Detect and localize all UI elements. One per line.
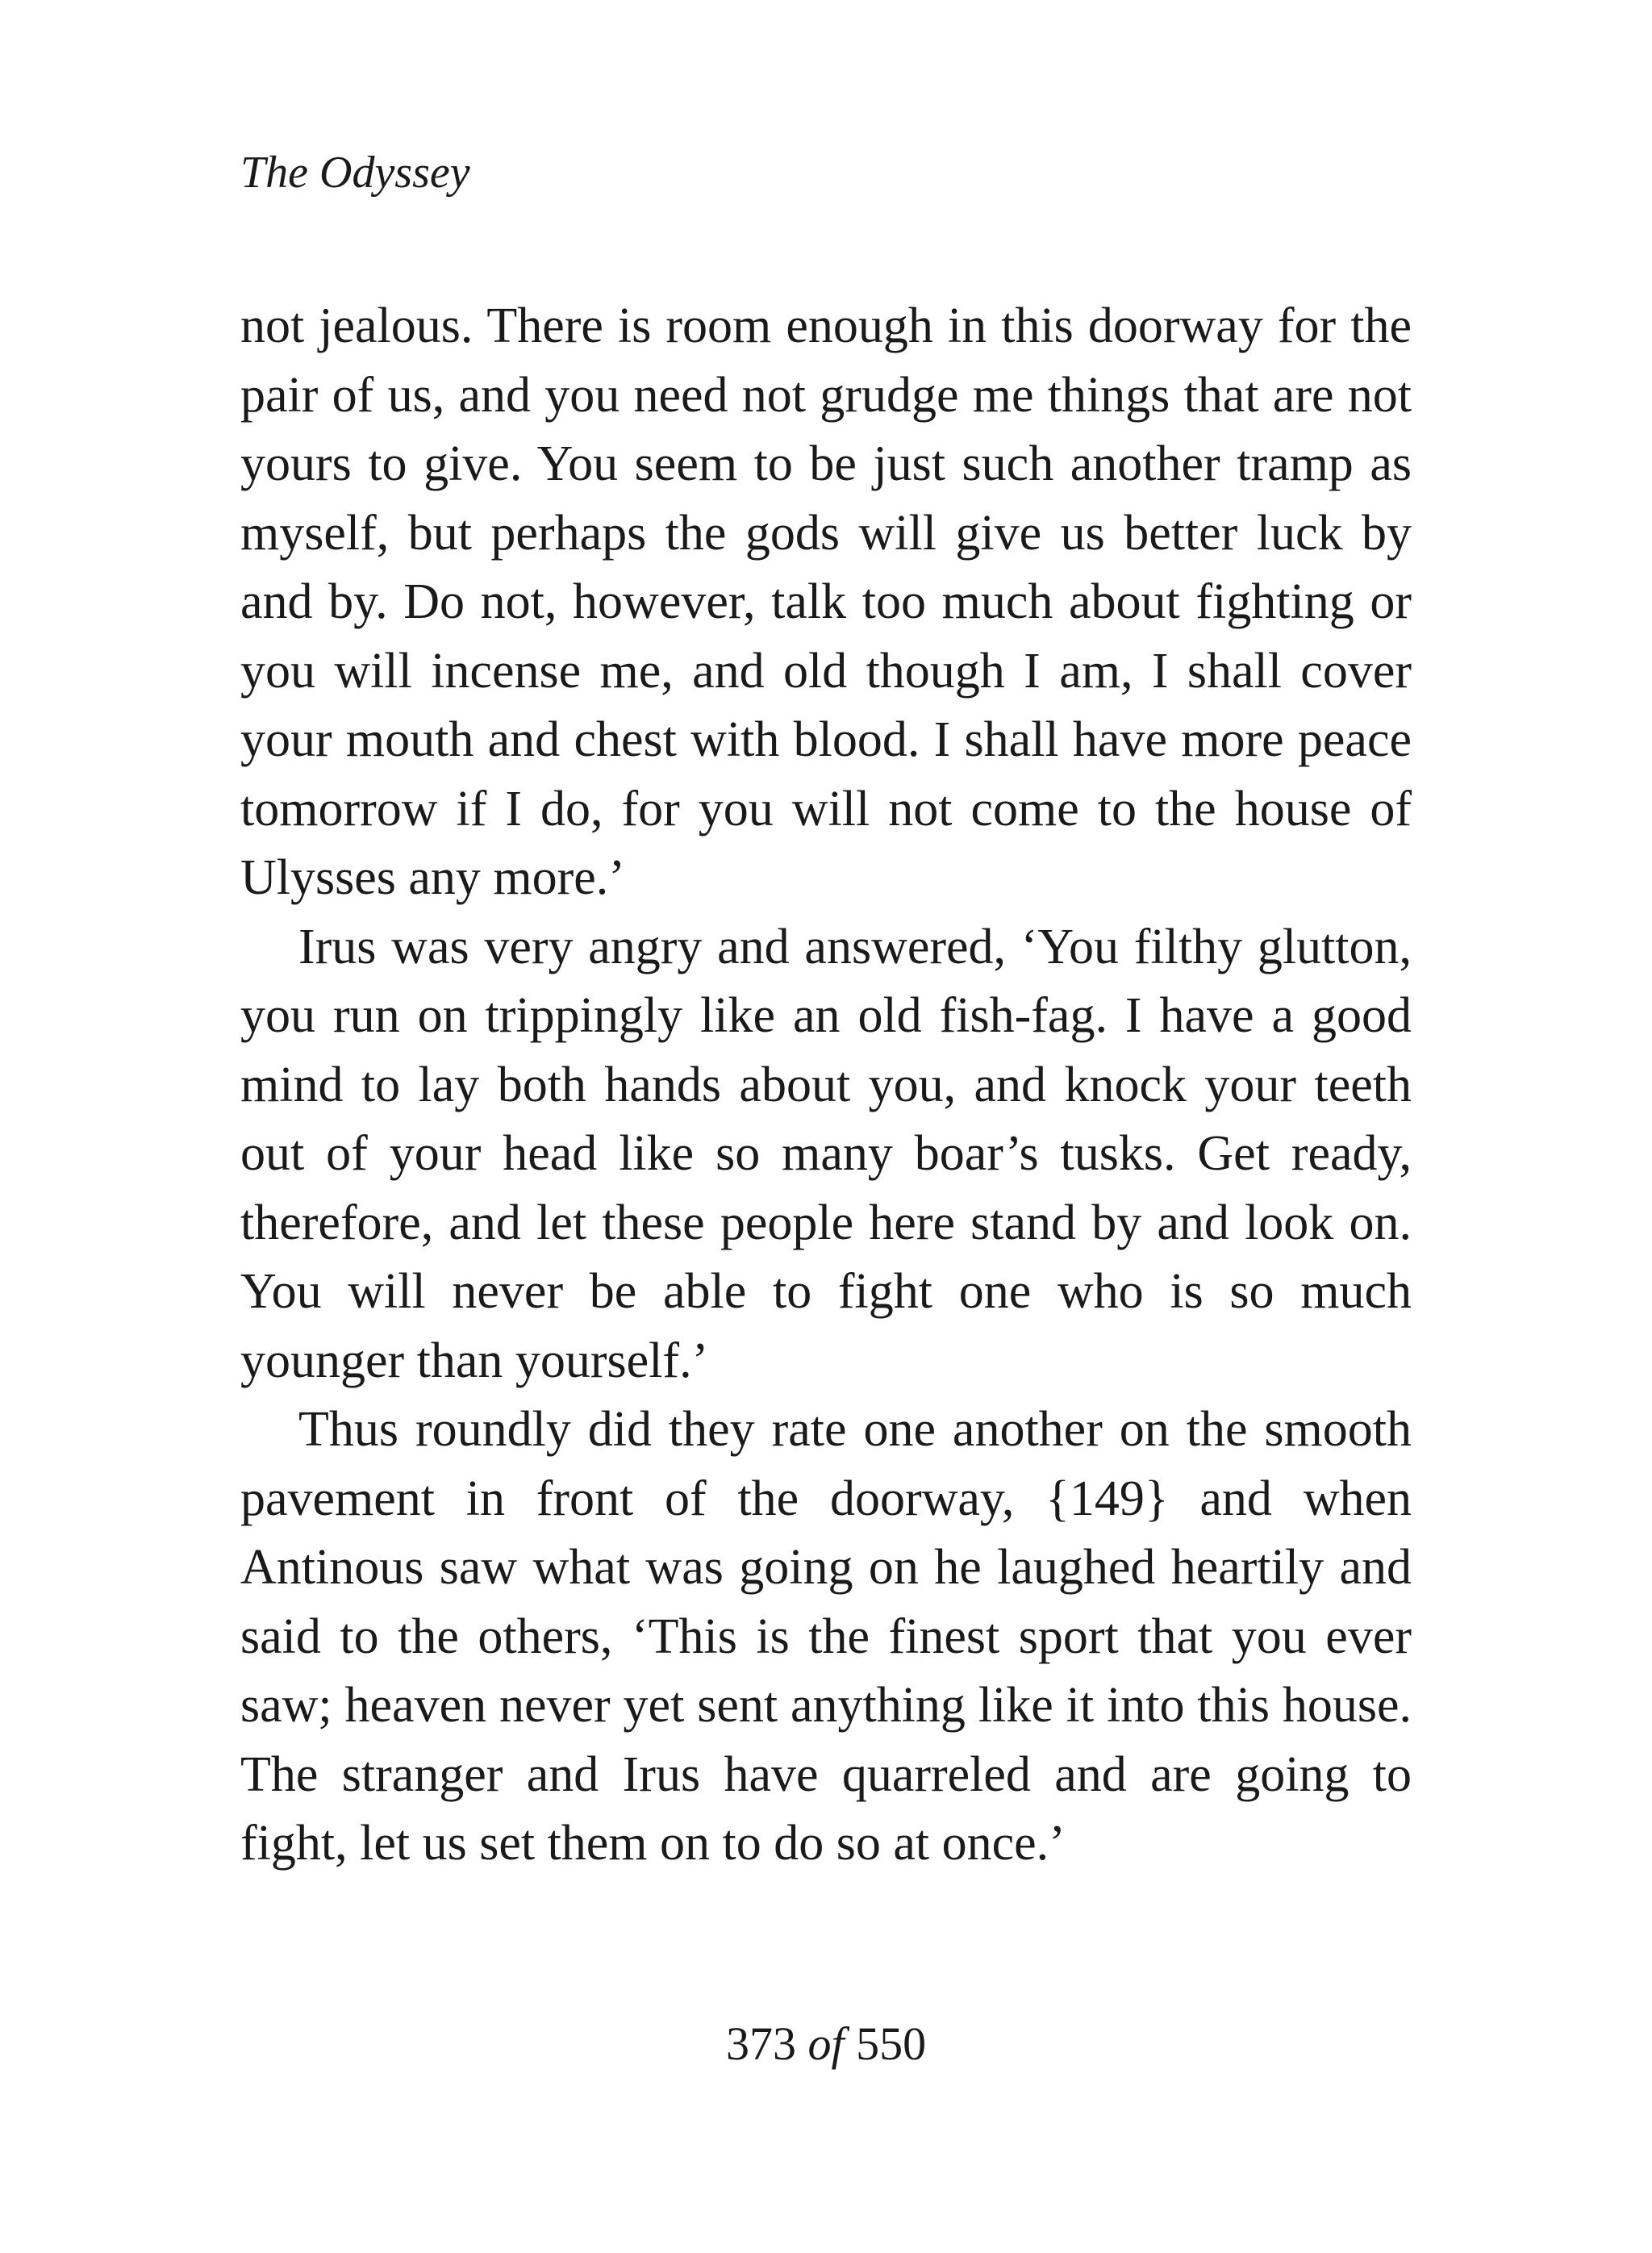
paragraph-irus: Irus was very angry and answered, ‘You filthy glutton, you run on trippingly like an old fish-fag. I have a good mind to lay both hands about you, and knock your teeth out of your head like so many boar’s tusks. Get ready, therefore, and let these people here stand by and look on. You will never be able to fight one who is so much younger than yourself.’ <box>240 919 1412 1388</box>
current-page: 373 <box>725 2017 796 2070</box>
running-title: The Odyssey <box>240 148 470 198</box>
paragraph-continued: not jealous. There is room enough in this doorway for the pair of us, and you need not grudge me things that are not yours to give. You seem to be just such another tramp as myself, but perhaps the gods will give us better luck by and by. Do not, however, talk too much about fighting or you will incense me, and old though I am, I shall cover your mouth and chest with blood. I shall have more peace tomorrow if I do, for you will not come to the house of Ulysses any more.’ <box>240 298 1412 905</box>
page-body <box>240 292 1412 1879</box>
of-word: of <box>807 2017 845 2070</box>
total-pages: 550 <box>856 2017 927 2070</box>
page-number <box>0 2017 1652 2070</box>
paragraph-antinous: Thus roundly did they rate one another on the smooth pavement in front of the doorway, {149} and when Antinous saw what was going on he laughed heartily and said to the others, ‘This is the finest sport that you ever saw; heaven never yet sent anything like it into this house. The stranger and Irus have quarreled and are going to fight, let us set them on to do so at once.’ <box>240 1402 1412 1871</box>
